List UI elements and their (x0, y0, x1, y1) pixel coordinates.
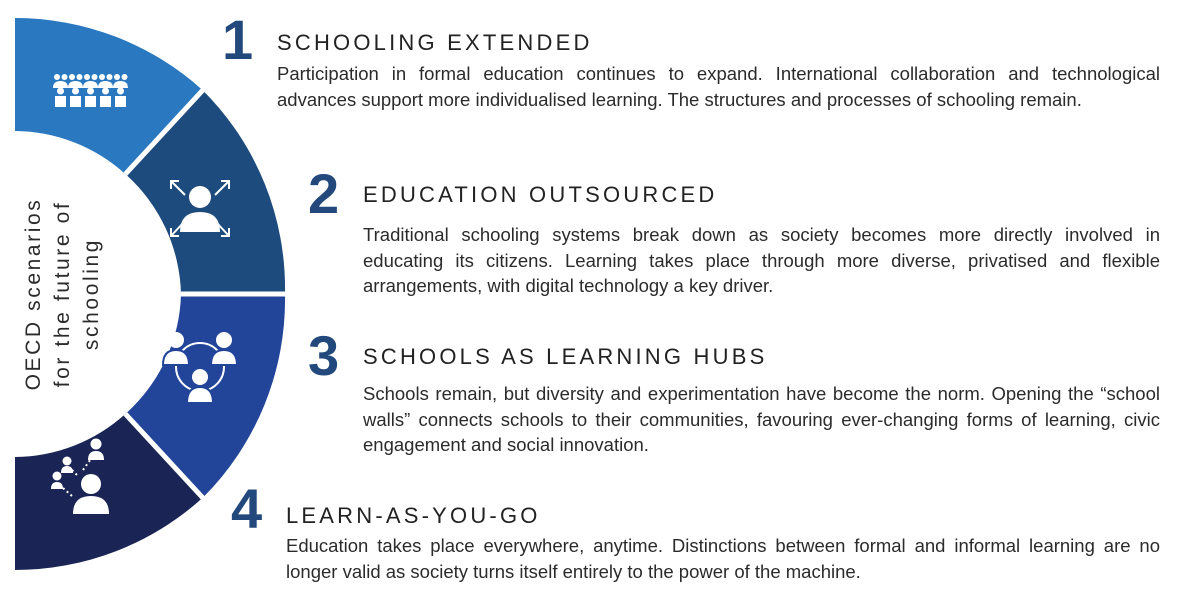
center-label-line-1: OECD scenarios (22, 197, 45, 391)
scenario-1-number: 1 (222, 8, 254, 71)
scenario-2-description: Traditional schooling systems break down as society becomes more directly involved in educating its citizens. Learning takes place through more diverse, privatised and flexible arrangements, with digital technology a key driver. (363, 224, 1160, 296)
scenario-4-title: LEARN-AS-YOU-GO (286, 503, 541, 528)
scenario-2-title: EDUCATION OUTSOURCED (363, 182, 718, 207)
scenario-4-description: Education takes place everywhere, anytime. Distinctions between formal and informal learning are no longer valid as society turns itself entirely to the power of the machine. (286, 535, 1160, 582)
scenario-3-title: SCHOOLS AS LEARNING HUBS (363, 344, 768, 369)
center-label-line-3: schooling (80, 237, 103, 351)
scenario-1-description: Participation in formal education continues to expand. International collaboration and technological advances support more individualised learning. The structures and processes of schooling remain. (277, 63, 1160, 110)
scenario-4-number: 4 (231, 477, 263, 540)
center-label-line-2: for the future of (51, 200, 74, 388)
scenario-2-number: 2 (308, 162, 340, 225)
scenario-1-title: SCHOOLING EXTENDED (277, 30, 593, 55)
scenario-3-number: 3 (308, 324, 340, 387)
scenario-3-description: Schools remain, but diversity and experimentation have become the norm. Opening the “school walls” connects schools to their communities, favouring ever-changing forms of learning, civic engagement and social innovation. (363, 383, 1160, 455)
